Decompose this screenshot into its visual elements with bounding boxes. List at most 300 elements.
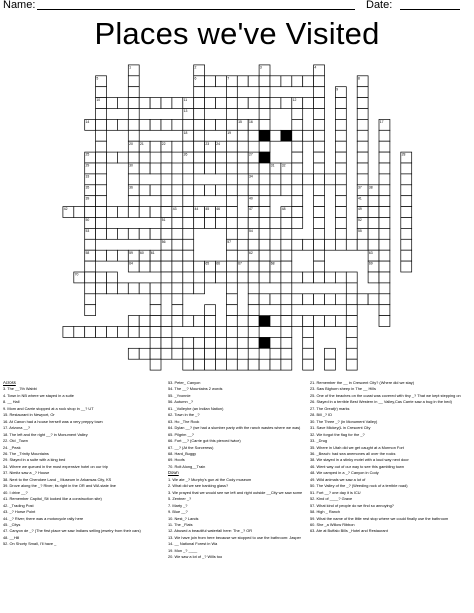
crossword-cell[interactable] [292,207,303,218]
crossword-cell[interactable] [259,218,270,229]
crossword-cell[interactable] [107,250,118,261]
crossword-cell[interactable] [281,348,292,359]
crossword-cell[interactable] [172,250,183,261]
crossword-cell[interactable] [270,76,281,87]
crossword-cell[interactable] [85,283,96,294]
crossword-cell[interactable] [314,185,325,196]
crossword-cell[interactable] [96,130,107,141]
crossword-cell[interactable] [248,239,259,250]
crossword-cell[interactable] [216,185,227,196]
crossword-cell[interactable] [303,316,314,327]
crossword-cell[interactable] [150,119,161,130]
crossword-cell[interactable] [85,272,96,283]
crossword-cell[interactable] [303,98,314,109]
crossword-cell[interactable] [172,119,183,130]
crossword-cell[interactable] [161,272,172,283]
crossword-cell[interactable] [281,130,292,141]
crossword-cell[interactable] [226,316,237,327]
crossword-cell[interactable] [303,130,314,141]
crossword-cell[interactable] [194,152,205,163]
crossword-cell[interactable] [281,261,292,272]
crossword-cell[interactable] [270,130,281,141]
crossword-cell[interactable] [368,207,379,218]
crossword-cell[interactable] [205,152,216,163]
crossword-cell[interactable] [346,348,357,359]
crossword-cell[interactable] [248,359,259,370]
crossword-cell[interactable] [303,272,314,283]
crossword-cell[interactable] [314,141,325,152]
crossword-cell[interactable] [303,337,314,348]
crossword-cell[interactable] [292,185,303,196]
crossword-cell[interactable] [259,76,270,87]
crossword-cell[interactable] [401,228,412,239]
crossword-cell[interactable] [107,272,118,283]
crossword-cell[interactable] [161,98,172,109]
crossword-cell[interactable] [205,316,216,327]
crossword-cell[interactable] [237,98,248,109]
crossword-cell[interactable] [259,250,270,261]
crossword-cell[interactable] [357,141,368,152]
crossword-cell[interactable] [85,239,96,250]
crossword-cell[interactable] [314,239,325,250]
crossword-cell[interactable] [357,87,368,98]
crossword-cell[interactable] [357,239,368,250]
crossword-cell[interactable] [194,218,205,229]
crossword-cell[interactable] [150,337,161,348]
crossword-cell[interactable] [325,272,336,283]
crossword-cell[interactable] [379,305,390,316]
crossword-cell[interactable] [237,152,248,163]
crossword-cell[interactable] [292,272,303,283]
crossword-cell[interactable] [172,316,183,327]
crossword-cell[interactable] [96,109,107,120]
crossword-cell[interactable] [379,163,390,174]
crossword-cell[interactable] [194,141,205,152]
crossword-cell[interactable] [183,163,194,174]
crossword-cell[interactable] [194,109,205,120]
crossword-cell[interactable] [248,283,259,294]
crossword-cell[interactable] [248,218,259,229]
crossword-cell[interactable] [314,228,325,239]
crossword-cell[interactable] [248,316,259,327]
crossword-cell[interactable] [205,98,216,109]
crossword-cell[interactable] [96,207,107,218]
crossword-cell[interactable] [96,283,107,294]
crossword-cell[interactable] [194,87,205,98]
crossword-cell[interactable] [128,283,139,294]
crossword-cell[interactable] [325,294,336,305]
crossword-cell[interactable] [379,185,390,196]
crossword-cell[interactable] [216,152,227,163]
crossword-cell[interactable] [281,76,292,87]
crossword-cell[interactable] [335,272,346,283]
crossword-cell[interactable] [237,337,248,348]
crossword-cell[interactable] [281,239,292,250]
crossword-cell[interactable] [117,119,128,130]
crossword-cell[interactable] [216,359,227,370]
crossword-cell[interactable] [368,272,379,283]
crossword-cell[interactable] [248,327,259,338]
crossword-cell[interactable] [357,109,368,120]
crossword-cell[interactable] [281,250,292,261]
crossword-cell[interactable] [379,261,390,272]
crossword-cell[interactable] [205,327,216,338]
crossword-cell[interactable] [128,152,139,163]
crossword-cell[interactable] [205,348,216,359]
crossword-cell[interactable] [259,87,270,98]
crossword-cell[interactable] [335,239,346,250]
crossword-cell[interactable] [248,337,259,348]
crossword-cell[interactable] [379,207,390,218]
crossword-cell[interactable] [248,348,259,359]
crossword-cell[interactable] [270,185,281,196]
crossword-cell[interactable] [259,185,270,196]
crossword-cell[interactable] [85,327,96,338]
crossword-cell[interactable] [117,228,128,239]
crossword-cell[interactable] [96,272,107,283]
crossword-cell[interactable] [226,272,237,283]
crossword-cell[interactable] [281,272,292,283]
crossword-cell[interactable] [335,119,346,130]
crossword-cell[interactable] [303,76,314,87]
crossword-cell[interactable] [150,327,161,338]
crossword-cell[interactable] [172,141,183,152]
crossword-cell[interactable] [281,294,292,305]
crossword-cell[interactable] [401,250,412,261]
crossword-cell[interactable] [281,283,292,294]
crossword-cell[interactable] [401,174,412,185]
crossword-cell[interactable] [292,76,303,87]
crossword-cell[interactable] [107,207,118,218]
crossword-cell[interactable] [379,316,390,327]
crossword-cell[interactable] [161,316,172,327]
crossword-cell[interactable] [248,130,259,141]
crossword-cell[interactable] [346,305,357,316]
crossword-cell[interactable] [96,185,107,196]
crossword-cell[interactable] [172,272,183,283]
crossword-cell[interactable] [107,228,118,239]
crossword-cell[interactable] [216,327,227,338]
crossword-cell[interactable] [401,218,412,229]
crossword-cell[interactable] [226,87,237,98]
crossword-cell[interactable] [183,250,194,261]
crossword-cell[interactable] [117,327,128,338]
crossword-cell[interactable] [205,119,216,130]
crossword-cell[interactable] [183,261,194,272]
crossword-cell[interactable] [139,152,150,163]
crossword-cell[interactable] [314,87,325,98]
crossword-cell[interactable] [237,130,248,141]
crossword-cell[interactable] [96,163,107,174]
crossword-cell[interactable] [85,294,96,305]
crossword-cell[interactable] [128,196,139,207]
crossword-cell[interactable] [216,98,227,109]
crossword-cell[interactable] [107,283,118,294]
crossword-cell[interactable] [357,174,368,185]
crossword-cell[interactable] [128,76,139,87]
crossword-cell[interactable] [379,228,390,239]
crossword-cell[interactable] [139,119,150,130]
crossword-cell[interactable] [346,294,357,305]
crossword-cell[interactable] [226,207,237,218]
crossword-cell[interactable] [172,348,183,359]
crossword-cell[interactable] [248,272,259,283]
crossword-cell[interactable] [226,141,237,152]
crossword-cell[interactable] [107,327,118,338]
crossword-cell[interactable] [226,348,237,359]
crossword-cell[interactable] [96,196,107,207]
crossword-cell[interactable] [368,294,379,305]
crossword-cell[interactable] [128,327,139,338]
crossword-cell[interactable] [303,174,314,185]
crossword-cell[interactable] [117,98,128,109]
crossword-cell[interactable] [303,348,314,359]
crossword-cell[interactable] [401,196,412,207]
crossword-cell[interactable] [237,141,248,152]
crossword-cell[interactable] [161,163,172,174]
crossword-cell[interactable] [357,294,368,305]
crossword-cell[interactable] [85,305,96,316]
crossword-cell[interactable] [281,218,292,229]
crossword-cell[interactable] [379,294,390,305]
crossword-cell[interactable] [194,359,205,370]
crossword-cell[interactable] [128,207,139,218]
crossword-cell[interactable] [226,228,237,239]
crossword-cell[interactable] [117,250,128,261]
crossword-cell[interactable] [259,228,270,239]
crossword-cell[interactable] [205,218,216,229]
crossword-cell[interactable] [379,283,390,294]
crossword-cell[interactable] [281,316,292,327]
crossword-cell[interactable] [335,152,346,163]
crossword-cell[interactable] [314,98,325,109]
crossword-cell[interactable] [216,163,227,174]
crossword-cell[interactable] [314,218,325,229]
crossword-cell[interactable] [270,294,281,305]
crossword-cell[interactable] [183,141,194,152]
crossword-cell[interactable] [161,327,172,338]
crossword-cell[interactable] [183,228,194,239]
crossword-cell[interactable] [183,359,194,370]
crossword-cell[interactable] [161,196,172,207]
crossword-cell[interactable] [292,130,303,141]
crossword-cell[interactable] [117,152,128,163]
crossword-cell[interactable] [401,261,412,272]
crossword-cell[interactable] [96,228,107,239]
crossword-cell[interactable] [270,239,281,250]
crossword-cell[interactable] [216,76,230,87]
crossword-cell[interactable] [226,196,237,207]
crossword-cell[interactable] [96,87,107,98]
crossword-cell[interactable] [379,196,390,207]
crossword-cell[interactable] [314,152,325,163]
crossword-cell[interactable] [183,283,194,294]
crossword-cell[interactable] [139,327,150,338]
crossword-cell[interactable] [259,98,270,109]
crossword-cell[interactable] [150,185,161,196]
crossword-cell[interactable] [161,337,172,348]
crossword-cell[interactable] [150,228,161,239]
crossword-cell[interactable] [226,218,237,229]
crossword-cell[interactable] [107,119,118,130]
crossword-cell[interactable] [85,261,96,272]
crossword-cell[interactable] [183,185,194,196]
crossword-cell[interactable] [368,196,379,207]
crossword-cell[interactable] [379,152,390,163]
crossword-cell[interactable] [150,305,161,316]
crossword-cell[interactable] [335,196,346,207]
crossword-cell[interactable] [128,98,139,109]
crossword-cell[interactable] [183,196,194,207]
crossword-cell[interactable] [194,337,205,348]
crossword-cell[interactable] [368,239,379,250]
crossword-cell[interactable] [205,272,216,283]
crossword-cell[interactable] [314,272,325,283]
crossword-cell[interactable] [379,218,390,229]
crossword-cell[interactable] [161,283,172,294]
crossword-cell[interactable] [237,76,248,87]
crossword-cell[interactable] [237,218,248,229]
crossword-cell[interactable] [183,207,194,218]
crossword-cell[interactable] [226,305,237,316]
crossword-cell[interactable] [172,294,183,305]
crossword-cell[interactable] [96,174,107,185]
crossword-cell[interactable] [161,174,172,185]
crossword-cell[interactable] [194,163,205,174]
crossword-cell[interactable] [172,98,183,109]
crossword-cell[interactable] [270,348,281,359]
crossword-cell[interactable] [226,174,237,185]
crossword-cell[interactable] [96,327,107,338]
crossword-cell[interactable] [325,174,336,185]
crossword-cell[interactable] [128,228,139,239]
crossword-cell[interactable] [270,337,281,348]
crossword-cell[interactable] [368,228,379,239]
crossword-cell[interactable] [379,239,390,250]
crossword-cell[interactable] [216,272,227,283]
crossword-cell[interactable] [281,327,292,338]
crossword-cell[interactable] [259,119,270,130]
crossword-cell[interactable] [74,207,85,218]
crossword-cell[interactable] [281,185,292,196]
crossword-cell[interactable] [314,250,325,261]
crossword-cell[interactable] [161,250,172,261]
crossword-cell[interactable] [314,294,325,305]
crossword-cell[interactable] [117,207,128,218]
crossword-cell[interactable] [226,185,237,196]
crossword-cell[interactable] [368,218,379,229]
crossword-cell[interactable] [346,272,357,283]
crossword-cell[interactable] [172,337,183,348]
crossword-cell[interactable] [183,337,194,348]
crossword-cell[interactable] [325,239,336,250]
crossword-cell[interactable] [226,261,237,272]
crossword-cell[interactable] [259,337,270,348]
crossword-cell[interactable] [183,272,194,283]
crossword-cell[interactable] [161,207,172,218]
crossword-cell[interactable] [335,98,346,109]
crossword-cell[interactable] [161,348,172,359]
crossword-cell[interactable] [270,174,281,185]
crossword-cell[interactable] [248,163,259,174]
crossword-cell[interactable] [194,185,205,196]
crossword-cell[interactable] [281,174,292,185]
crossword-cell[interactable] [346,359,357,370]
crossword-cell[interactable] [346,239,357,250]
crossword-cell[interactable] [335,316,346,327]
crossword-cell[interactable] [205,76,216,87]
crossword-cell[interactable] [150,261,161,272]
crossword-cell[interactable] [335,207,346,218]
crossword-cell[interactable] [292,294,303,305]
crossword-cell[interactable] [259,294,270,305]
crossword-cell[interactable] [335,185,346,196]
crossword-cell[interactable] [183,348,194,359]
crossword-cell[interactable] [357,98,368,109]
crossword-cell[interactable] [292,196,303,207]
crossword-cell[interactable] [292,218,303,229]
crossword-cell[interactable] [357,119,368,130]
crossword-cell[interactable] [216,119,227,130]
crossword-cell[interactable] [194,130,205,141]
crossword-cell[interactable] [259,141,270,152]
crossword-cell[interactable] [314,207,325,218]
crossword-cell[interactable] [270,218,281,229]
crossword-cell[interactable] [270,272,281,283]
crossword-cell[interactable] [325,348,336,359]
crossword-cell[interactable] [281,98,292,109]
crossword-cell[interactable] [325,316,336,327]
crossword-cell[interactable] [205,359,216,370]
crossword-cell[interactable] [194,98,205,109]
crossword-cell[interactable] [194,348,205,359]
crossword-cell[interactable] [107,98,118,109]
crossword-cell[interactable] [226,359,237,370]
crossword-cell[interactable] [128,316,139,327]
crossword-cell[interactable] [172,163,183,174]
crossword-cell[interactable] [248,98,259,109]
crossword-cell[interactable] [281,359,292,370]
crossword-cell[interactable] [150,98,161,109]
crossword-cell[interactable] [96,141,107,152]
crossword-cell[interactable] [270,316,281,327]
crossword-cell[interactable] [172,261,183,272]
crossword-cell[interactable] [205,163,216,174]
crossword-cell[interactable] [292,141,303,152]
crossword-cell[interactable] [237,163,248,174]
crossword-cell[interactable] [183,119,194,130]
crossword-cell[interactable] [401,163,412,174]
crossword-cell[interactable] [183,239,194,250]
crossword-cell[interactable] [150,359,161,370]
crossword-cell[interactable] [139,207,150,218]
crossword-cell[interactable] [292,109,303,120]
crossword-cell[interactable] [314,174,325,185]
crossword-cell[interactable] [226,152,237,163]
crossword-cell[interactable] [314,76,325,87]
crossword-cell[interactable] [303,327,314,338]
crossword-cell[interactable] [259,239,270,250]
crossword-cell[interactable] [74,327,85,338]
crossword-cell[interactable] [357,130,368,141]
crossword-cell[interactable] [248,76,259,87]
crossword-cell[interactable] [139,348,150,359]
crossword-cell[interactable] [314,109,325,120]
crossword-cell[interactable] [379,141,390,152]
crossword-cell[interactable] [259,152,270,163]
crossword-cell[interactable] [139,98,150,109]
crossword-cell[interactable] [314,163,325,174]
